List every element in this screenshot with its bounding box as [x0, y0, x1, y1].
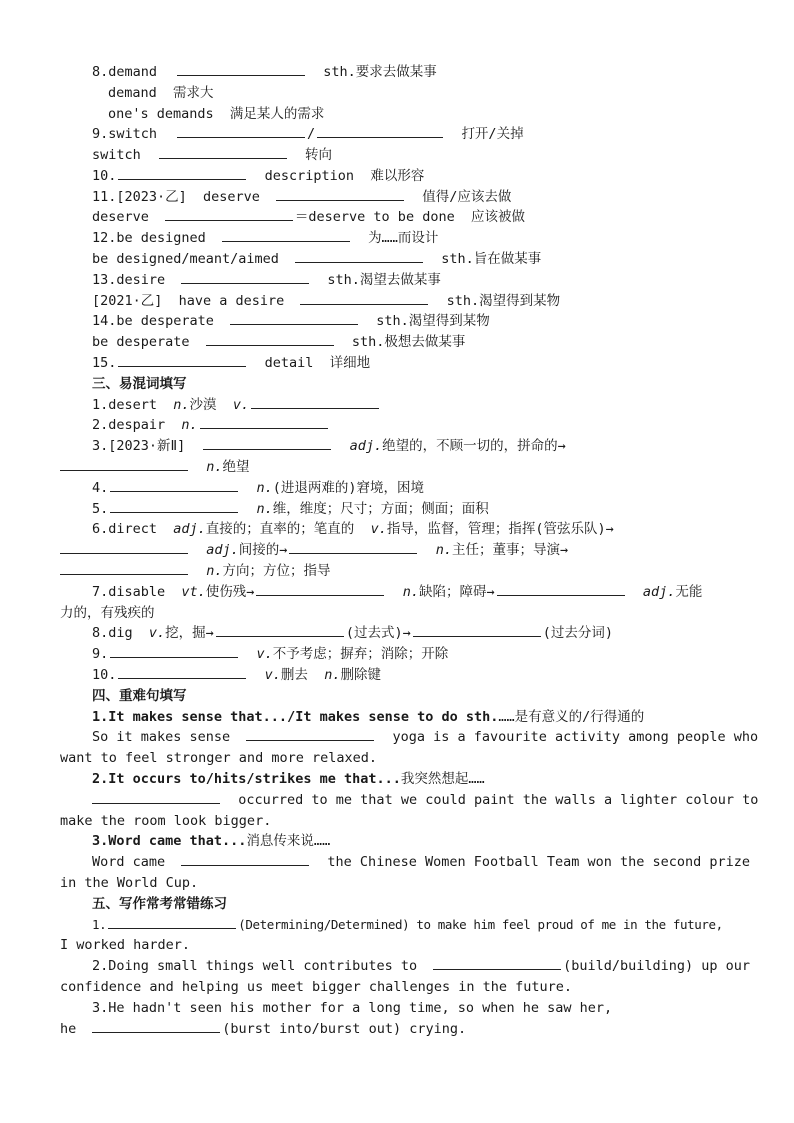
- s3-item-10: 10. v.删去 n.删除键: [92, 667, 381, 683]
- blank[interactable]: [246, 727, 374, 741]
- item-10: 10. description 难以形容: [92, 168, 425, 184]
- s5-exercise-1-b: I worked harder.: [60, 937, 191, 953]
- blank[interactable]: [118, 665, 246, 679]
- s3-item-6-b: adj.间接的→ n.主任；董事；导演→: [60, 540, 568, 560]
- item-9: 9.switch / 打开/关掉: [92, 126, 524, 142]
- item-14-b: be desperate sth.极想去做某事: [92, 334, 466, 350]
- blank[interactable]: [276, 187, 404, 201]
- blank[interactable]: [60, 540, 188, 554]
- s4-sentence-1-b: want to feel stronger and more relaxed.: [60, 750, 377, 766]
- blank[interactable]: [206, 332, 334, 346]
- s4-title-3: 3.Word came that...消息传来说……: [92, 833, 331, 849]
- blank[interactable]: [177, 124, 305, 138]
- s4-sentence-1: So it makes sense yoga is a favourite activity among people who: [92, 729, 759, 745]
- item-13: 13.desire sth.渴望去做某事: [92, 272, 441, 288]
- blank[interactable]: [108, 915, 236, 929]
- blank[interactable]: [118, 353, 246, 367]
- blank[interactable]: [165, 207, 293, 221]
- item-8-note-1: demand 需求大: [108, 85, 214, 101]
- blank[interactable]: [222, 228, 350, 242]
- blank[interactable]: [92, 790, 220, 804]
- blank[interactable]: [251, 395, 379, 409]
- item-8-note-2: one's demands 满足某人的需求: [108, 106, 325, 122]
- blank[interactable]: [110, 478, 238, 492]
- s4-sentence-3-b: in the World Cup.: [60, 875, 199, 891]
- s3-item-4: 4. n.(进退两难的)窘境，困境: [92, 480, 425, 496]
- section-heading-3: 三、易混词填写: [92, 376, 187, 392]
- blank[interactable]: [110, 499, 238, 513]
- blank[interactable]: [289, 540, 417, 554]
- blank[interactable]: [181, 270, 309, 284]
- section-heading-4: 四、重难句填写: [92, 688, 187, 704]
- blank[interactable]: [92, 1019, 220, 1033]
- blank[interactable]: [110, 644, 238, 658]
- s5-exercise-2-b: confidence and helping us meet bigger challenges in the future.: [60, 979, 573, 995]
- blank[interactable]: [181, 852, 309, 866]
- blank[interactable]: [497, 582, 625, 596]
- blank[interactable]: [177, 62, 305, 76]
- s3-item-2: 2.despair n.: [92, 415, 330, 435]
- blank[interactable]: [200, 415, 328, 429]
- s3-item-8: 8.dig v.挖，掘→ (过去式)→ (过去分词): [92, 625, 613, 641]
- blank[interactable]: [300, 291, 428, 305]
- s3-item-5: 5. n.维，维度；尺寸；方面；侧面；面积: [92, 501, 489, 517]
- blank[interactable]: [60, 457, 188, 471]
- s3-item-9: 9. v.不予考虑；摒弃；消除；开除: [92, 646, 449, 662]
- s3-item-6: 6.direct adj.直接的；直率的；笔直的 v.指导，监督，管理；指挥(管弦乐队)→: [92, 521, 614, 537]
- s5-exercise-3: 3.He hadn't seen his mother for a long time, so when he saw her,: [92, 1000, 613, 1016]
- blank[interactable]: [159, 145, 287, 159]
- s4-sentence-2-b: make the room look bigger.: [60, 813, 272, 829]
- s3-item-3-b: n.绝望: [60, 457, 250, 477]
- item-12-b: be designed/meant/aimed sth.旨在做某事: [92, 251, 542, 267]
- s5-exercise-3-b: he (burst into/burst out) crying.: [60, 1021, 467, 1037]
- blank[interactable]: [433, 956, 561, 970]
- item-11-b: deserve ＝deserve to be done 应该被做: [92, 209, 525, 225]
- blank[interactable]: [295, 249, 423, 263]
- s4-title-1: 1.It makes sense that.../It makes sense to do sth.……是有意义的/行得通的: [92, 709, 645, 725]
- s4-title-2: 2.It occurs to/hits/strikes me that...我突然想起……: [92, 771, 485, 787]
- s5-exercise-1: 1. (Determining/Determined) to make him feel proud of me in the future,: [92, 917, 723, 932]
- s4-sentence-3: Word came the Chinese Women Football Team won the second prize: [92, 854, 751, 870]
- blank[interactable]: [413, 623, 541, 637]
- item-9-b: switch 转向: [92, 147, 333, 163]
- item-8: 8.demand sth.要求去做某事: [92, 64, 437, 80]
- blank[interactable]: [230, 311, 358, 325]
- s3-item-7: 7.disable vt.使伤残→ n.缺陷；障碍→ adj.无能: [92, 584, 703, 600]
- s3-item-6-c: n.方向；方位；指导: [60, 561, 331, 581]
- blank[interactable]: [60, 561, 188, 575]
- s3-item-3: 3.[2023·新Ⅱ] adj.绝望的，不顾一切的，拼命的→: [92, 438, 566, 454]
- blank[interactable]: [317, 124, 443, 138]
- blank[interactable]: [256, 582, 384, 596]
- blank[interactable]: [118, 166, 246, 180]
- item-13-b: [2021·乙] have a desire sth.渴望得到某物: [92, 293, 561, 309]
- section-heading-5: 五、写作常考常错练习: [92, 896, 227, 912]
- item-15: 15. detail 详细地: [92, 355, 371, 371]
- blank[interactable]: [216, 623, 344, 637]
- s3-item-7-b: 力的，有残疾的: [60, 605, 155, 621]
- blank[interactable]: [203, 436, 331, 450]
- item-14: 14.be desperate sth.渴望得到某物: [92, 313, 490, 329]
- s3-item-1: 1.desert n.沙漠 v.: [92, 395, 381, 415]
- s5-exercise-2: 2.Doing small things well contributes to (build/building) up our: [92, 958, 751, 974]
- item-12: 12.be designed 为……而设计: [92, 230, 439, 246]
- s4-sentence-2: occurred to me that we could paint the walls a lighter colour to: [92, 790, 758, 810]
- item-11: 11.[2023·乙] deserve 值得/应该去做: [92, 189, 512, 205]
